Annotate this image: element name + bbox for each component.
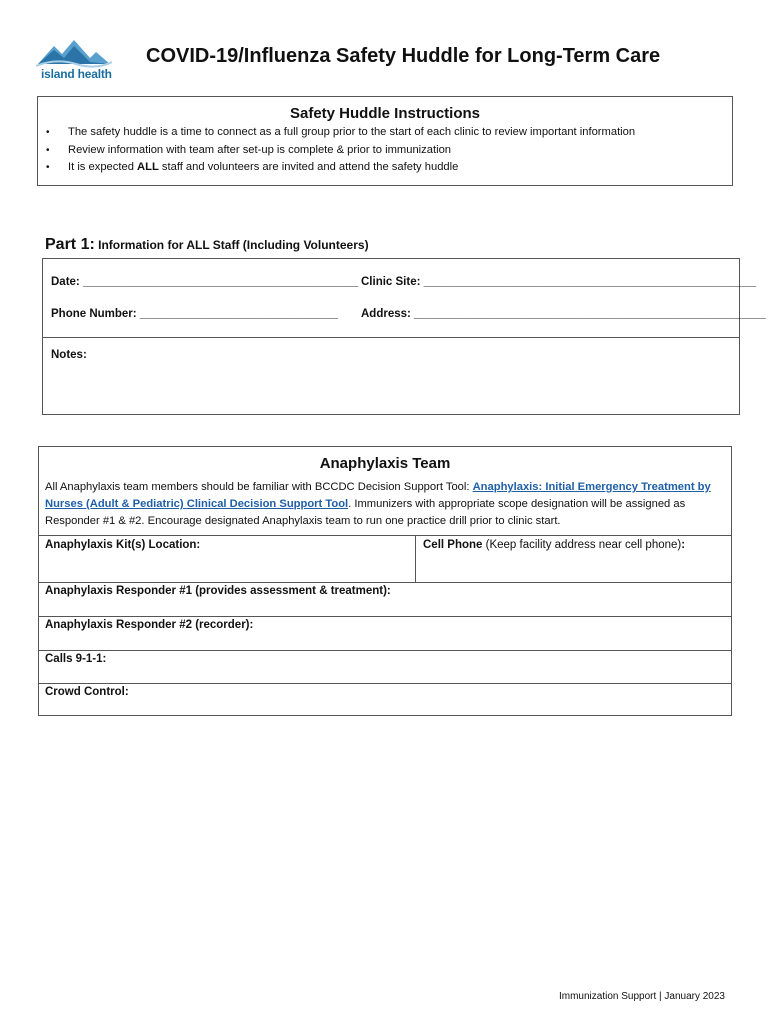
responder2-field[interactable]: Anaphylaxis Responder #2 (recorder): — [45, 619, 254, 631]
instructions-box — [37, 96, 733, 186]
divider — [39, 650, 731, 651]
cell-phone-field[interactable]: Cell Phone (Keep facility address near cell phone): — [423, 539, 686, 551]
divider — [39, 616, 731, 617]
instructions-title: Safety Huddle Instructions — [289, 105, 481, 122]
anaphylaxis-paragraph: All Anaphylaxis team members should be familiar with BCCDC Decision Support Tool: Anaphylaxis: Initial Emergency Treatment by Nurses (Adult & Pediatric) Clinical Decision Support Tool. Immunizers with appropriate scope designation will be assigned as Responder #1 & #2. Encourage designated Anaphylaxis team to run one practice drill prior to clinic start. — [45, 481, 711, 527]
bullet-icon: • — [46, 127, 50, 138]
address-field[interactable]: Address: _______________________________________________________ — [361, 308, 766, 320]
divider — [39, 683, 731, 684]
anaphylaxis-title: Anaphylaxis Team — [319, 455, 451, 472]
divider — [39, 535, 731, 536]
crowd-control-field[interactable]: Crowd Control: — [45, 686, 129, 698]
notes-field[interactable]: Notes: — [51, 349, 87, 361]
logo-text: island health — [41, 67, 112, 81]
clinic-site-field[interactable]: Clinic Site: ____________________________________________________ — [361, 276, 757, 288]
responder1-field[interactable]: Anaphylaxis Responder #1 (provides assessment & treatment): — [45, 585, 391, 597]
part1-heading: Part 1: Information for ALL Staff (Including Volunteers) — [45, 236, 369, 253]
divider — [39, 582, 731, 583]
part1-box — [42, 258, 766, 415]
kit-location-field[interactable]: Anaphylaxis Kit(s) Location: — [45, 539, 201, 551]
decision-support-tool-link[interactable]: Anaphylaxis: Initial Emergency Treatment by Nurses (Adult & Pediatric) Clinical Decision Support Tool — [45, 481, 711, 510]
bullet-icon: • — [46, 144, 50, 156]
anaphylaxis-box — [38, 446, 732, 716]
list-item: • The safety huddle is a time to connect as a full group prior to the start of each clinic to review important information — [46, 126, 636, 138]
bullet-icon: • — [46, 162, 50, 173]
phone-number-field[interactable]: Phone Number: _______________________________ — [51, 308, 339, 320]
date-field[interactable]: Date: ___________________________________________ — [51, 276, 358, 288]
calls-911-field[interactable]: Calls 9-1-1: — [45, 653, 107, 665]
page-title: COVID-19/Influenza Safety Huddle for Long-Term Care — [146, 45, 661, 67]
list-item: • It is expected ALL staff and volunteers are invited and attend the safety huddle — [46, 161, 459, 173]
list-item: • Review information with team after set-up is complete & prior to immunization — [46, 143, 452, 156]
divider — [415, 535, 416, 582]
instructions-list — [46, 126, 635, 179]
divider — [43, 337, 739, 338]
footer-text: Immunization Support | January 2023 — [558, 991, 725, 1002]
